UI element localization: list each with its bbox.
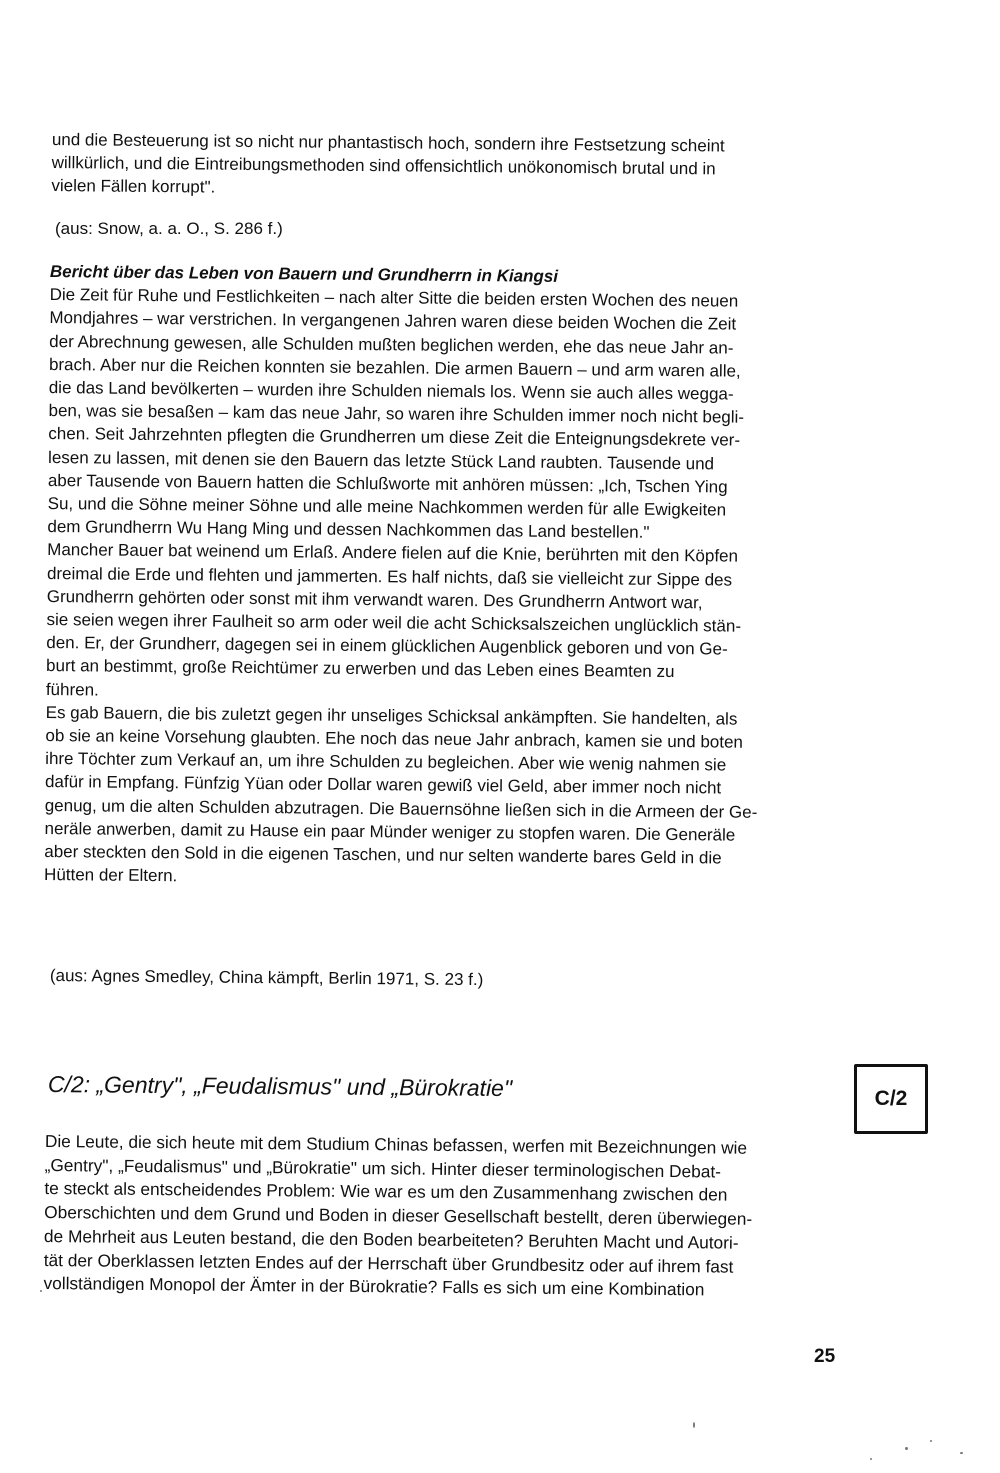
scan-speck — [960, 1452, 963, 1454]
section-margin-label: C/2 — [854, 1064, 928, 1134]
scan-speck — [693, 1422, 695, 1428]
section-line: Die Leute, die sich heute mit dem Studium Chinas befassen, werfen mit Bezeichnungen wie — [44, 1131, 748, 1158]
section-line: Oberschichten und dem Grund und Boden in dieser Gesellschaft bestellt, deren überwiegen- — [44, 1202, 753, 1229]
intro-line: willkürlich, und die Eintreibungsmethoden sind offensichtlich unökonomisch brutal und in — [51, 153, 716, 179]
report-line: aber steckten den Sold in die eigenen Taschen, und nur selten wanderte bares Geld in die — [44, 842, 722, 868]
report-line: chen. Seit Jahrzehnten pflegten die Grundherren um diese Zeit die Enteignungsdekrete ver- — [48, 424, 741, 451]
report-line: ben, was sie besaßen – kam das neue Jahr, so waren ihre Schulden immer noch nicht begli- — [48, 401, 745, 427]
intro-line: und die Besteuerung ist so nicht nur phantastisch hoch, sondern ihre Festsetzung scheint — [51, 129, 725, 156]
report-line: neräle anwerben, damit zu Hause ein paar Münder weniger zu stopfen waren. Die Generäle — [44, 818, 736, 845]
scan-speck — [905, 1447, 908, 1450]
report-line: aber Tausende von Bauern hatten die Schlußworte mit anhören müssen: „Ich, Tschen Ying — [47, 470, 728, 497]
report-line: lesen zu lassen, mit denen sie den Bauern das letzte Stück Land raubten. Tausende und — [48, 447, 715, 474]
report-line: burt an bestimmt, große Reichtümer zu erwerben und das Leben eines Beamten zu — [46, 656, 675, 682]
report-line: dafür in Empfang. Fünfzig Yüan oder Dollar waren gewiß viel Geld, aber immer noch nicht — [44, 772, 722, 798]
report-line: Mondjahres – war verstrichen. In vergangenen Jahren waren diese beiden Wochen die Zeit — [49, 308, 737, 334]
scan-speck — [870, 1458, 872, 1460]
section-line: de Mehrheit aus Leuten bestand, die den Boden bearbeiteten? Beruhten Macht und Autori- — [43, 1225, 739, 1253]
section-line: tät der Oberklassen letzten Endes auf der Herrschaft über Grundbesitz oder auf ihrem fast — [43, 1249, 734, 1277]
section-line: te steckt als entscheidendes Problem: Wie war es um den Zusammenhang zwischen den — [44, 1178, 728, 1205]
citation-smedley: (aus: Agnes Smedley, China kämpft, Berlin 1971, S. 23 f.) — [49, 965, 484, 990]
report-line: dreimal die Erde und flehten und jammerten. Es half nichts, daß sie vielleicht zur Sippe des — [46, 563, 733, 590]
report-line: genug, um die alten Schulden abzutragen. Die Bauernsöhne ließen sich in die Armeen der Ge- — [44, 795, 758, 822]
report-line: Mancher Bauer bat weinend um Erlaß. Andere fielen auf die Knie, berührten mit den Köpfen — [47, 540, 739, 567]
report-line: die das Land bevölkerten – wurden ihre Schulden niemals los. Wenn sie auch alles wegga- — [48, 378, 734, 404]
section-body — [43, 1130, 835, 1303]
report-title: Bericht über das Leben von Bauern und Grundherrn in Kiangsi — [49, 261, 559, 286]
report-line: der Abrechnung gewesen, alle Schulden mußten beglichen werden, ehe das neue Jahr an- — [49, 331, 734, 358]
scan-speck — [40, 1290, 42, 1292]
report-line: dem Grundherrn Wu Hang Ming und dessen Nachkommen das Land bestellen." — [47, 517, 650, 543]
report-line: ob sie an keine Vorsehung glaubten. Ehe noch das neue Jahr anbrach, kamen sie und boten — [45, 726, 744, 752]
report-line: Hütten der Eltern. — [44, 865, 178, 886]
scan-speck — [930, 1440, 932, 1442]
section-line: vollständigen Monopol der Ämter in der Bürokratie? Falls es sich um eine Kombination — [43, 1273, 705, 1300]
report-line: führen. — [45, 679, 99, 700]
intro-paragraph — [51, 128, 842, 205]
section-line: „Gentry", „Feudalismus" und „Bürokratie" um sich. Hinter dieser terminologischen Debat- — [44, 1154, 722, 1182]
report-line: ihre Töchter zum Verkauf an, um ihre Schulden zu begleichen. Aber wie wenig nahmen sie — [45, 749, 727, 775]
section-heading: C/2: „Gentry", „Feudalismus" und „Bürokratie" — [47, 1071, 513, 1102]
report-line: Su, und die Söhne meiner Söhne und alle meine Nachkommen werden für alle Ewigkeiten — [47, 494, 727, 520]
citation-snow: (aus: Snow, a. a. O., S. 286 f.) — [55, 219, 283, 238]
report-line: Es gab Bauern, die bis zuletzt gegen ihr unseliges Schicksal ankämpften. Sie handelten, als — [45, 702, 738, 729]
report-line: brach. Aber nur die Reichen konnten sie bezahlen. Die armen Bauern – und arm waren alle, — [48, 354, 741, 381]
report-line: Die Zeit für Ruhe und Festlichkeiten – nach alter Sitte die beiden ersten Wochen des neuen — [49, 285, 739, 311]
report-section — [44, 260, 840, 894]
report-line: Grundherrn gehörten oder sonst mit ihm verwandt waren. Des Grundherrn Antwort war, — [46, 586, 703, 613]
intro-line: vielen Fällen korrupt". — [51, 176, 216, 197]
report-line: den. Er, der Grundherr, dagegen sei in einem glücklichen Augenblick geboren und von Ge- — [46, 633, 728, 659]
report-line: sie seien wegen ihrer Faulheit so arm oder weil die acht Schicksalszeichen unglücklich stän- — [46, 610, 742, 636]
page-number: 25 — [814, 1346, 836, 1367]
